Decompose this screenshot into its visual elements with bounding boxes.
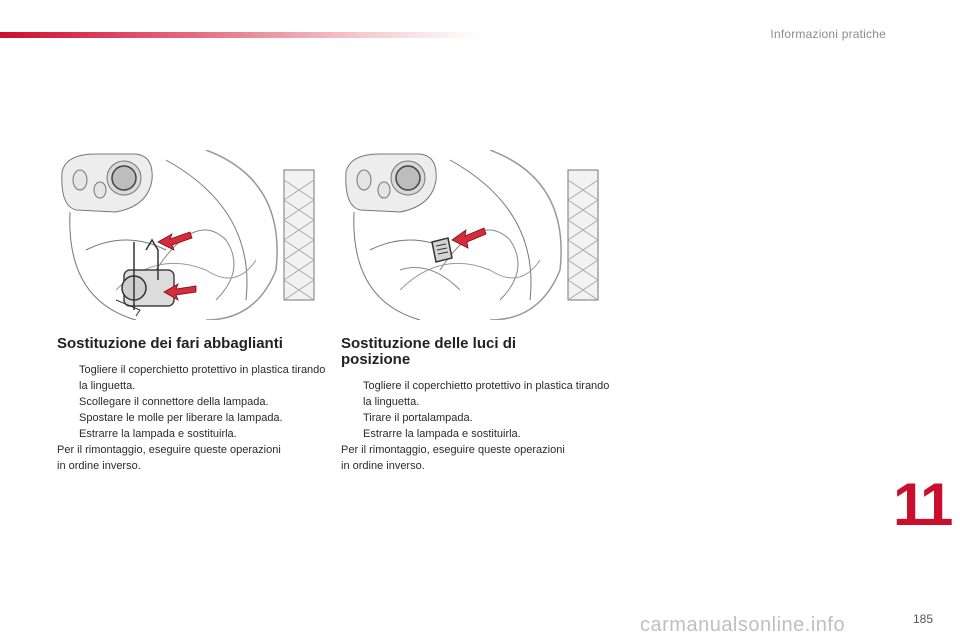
reassembly-note: Per il rimontaggio, eseguire queste operazioni in ordine inverso. (341, 444, 565, 472)
section-title-main-beam: Sostituzione dei fari abbaglianti (57, 335, 283, 352)
step-item: Estrarre la lampada e sostituirla. (79, 428, 237, 440)
step-list (57, 362, 327, 442)
header-accent-bar (0, 32, 480, 38)
headlamp-illustration-side-light (340, 150, 602, 320)
step-item: Tirare il portalampada. (363, 412, 473, 424)
section-title: Informazioni pratiche (770, 27, 886, 41)
reassembly-note: Per il rimontaggio, eseguire queste operazioni in ordine inverso. (57, 444, 281, 472)
step-item: Togliere il coperchietto protettivo in plastica tirando la linguetta. (363, 380, 610, 408)
headlamp-illustration-main-beam (56, 150, 318, 320)
step-item: Togliere il coperchietto protettivo in plastica tirando la linguetta. (79, 364, 326, 392)
step-item: Estrarre la lampada e sostituirla. (363, 428, 521, 440)
step-list (341, 378, 611, 442)
step-item: Scollegare il connettore della lampada. (79, 396, 269, 408)
step-item: Spostare le molle per liberare la lampada. (79, 412, 283, 424)
watermark: carmanualsonline.info (640, 614, 846, 636)
section-main-beam (57, 336, 327, 474)
chapter-number: 11 (893, 471, 951, 538)
section-title-side-light: Sostituzione delle luci di posizione (341, 335, 517, 368)
page-number: 185 (913, 612, 934, 626)
section-side-light (341, 336, 611, 474)
